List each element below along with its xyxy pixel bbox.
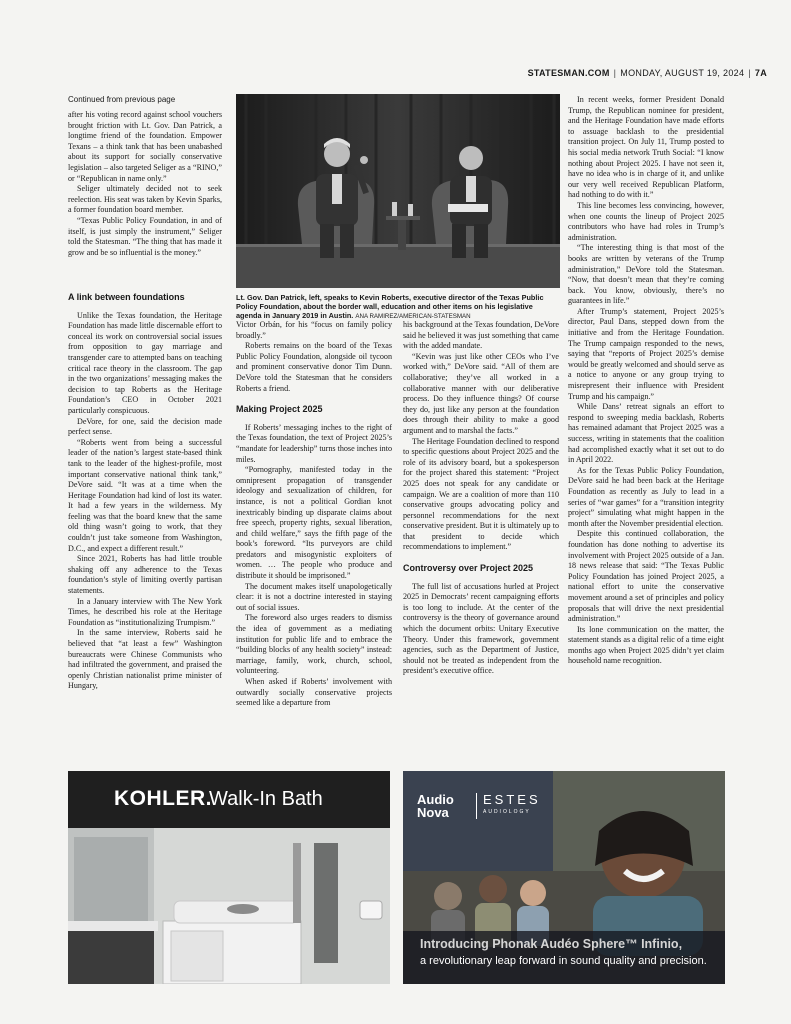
paragraph: If Roberts’ messaging inches to the right of the Texas foundation, the text of Project 2025’s “mandate for leadership” turns those inches into miles. bbox=[236, 422, 392, 464]
paragraph: “Kevin was just like other CEOs who I’ve worked with,” DeVore said. “All of them are collaborative; they’ve all worked in a collaborative manner with our deliberative process. Do they influence things? Of course they do, just like any person at the foundation does through their ability to make a good argument and to marshal the facts.” bbox=[403, 351, 559, 435]
paragraph: In a January interview with The New York Times, he described his role at the Heritage Foundation as “institutionalizing Trumpism.” bbox=[68, 596, 222, 627]
paragraph: Victor Orbán, for his “focus on family policy broadly.” bbox=[236, 320, 392, 340]
paragraph: The document makes itself unapologetically clear: it is not a doctrine interested in staying out of social issues. bbox=[236, 581, 392, 612]
estes-subtitle: AUDIOLOGY bbox=[483, 809, 531, 815]
audio-nova-word-2: Nova bbox=[417, 805, 449, 820]
paragraph: Despite this continued collaboration, the foundation has done nothing to advertise its involvement with Project 2025 outside of a Jan. 18 news release that said: “The Texas Public Policy Foundation has joined Project 2025, a national effort to unite the conservative movement around a set of principles and policy proposals that will drive the next presidential administration.” bbox=[568, 529, 724, 624]
paragraph: When asked if Roberts’ involvement with outwardly socially conservative projects seemed like a departure from bbox=[236, 677, 392, 708]
photo-credit: ANA RAMIREZ/AMERICAN-STATESMAN bbox=[355, 313, 471, 320]
paragraph: Seliger ultimately decided not to seek reelection. His seat was taken by Kevin Sparks, a former foundation board member. bbox=[68, 184, 222, 215]
paragraph: As for the Texas Public Policy Foundation, DeVore said he had been back at the Heritage Foundation as recently as July to lead in a series of “war games” for a “transition integrity project” simulating what might happen in the month after the November presidential election. bbox=[568, 465, 724, 528]
paragraph: his background at the Texas foundation, DeVore said he believed it was just something that came with the added mandate. bbox=[403, 320, 559, 351]
photo-image bbox=[236, 94, 560, 288]
paragraph: In recent weeks, former President Donald Trump, the Republican nominee for president, and the Heritage Foundation have made efforts to assuage backlash to the presidential transition project. On July 11, Trump posted to his social media network Truth Social: “I know nothing about Project 2025. I have not seen it, have no idea who is in charge of it, and unlike our very well received Republican Platform, had nothing to do with it.” bbox=[568, 95, 724, 200]
paragraph: In the same interview, Roberts said he believed that “at least a few” Washington bureaucrats were Chinese Communists who had infiltrated the government, and praised the openly Christian nationalist prime minister of Hungary, bbox=[68, 628, 222, 691]
subheading-making: Making Project 2025 bbox=[236, 404, 323, 415]
paragraph: Unlike the Texas foundation, the Heritage Foundation has made little discernable effort to conceal its work on controversial social issues from opposition to gay marriage and transgender care to attempted bans on teaching critical race theory in the classroom. The gap in the two organizations’ messaging makes the decision to tap Roberts as the Heritage Foundation’s CEO in October 2021 particularly conspicuous. bbox=[68, 310, 222, 415]
kohler-banner bbox=[68, 771, 390, 828]
paragraph: Roberts remains on the board of the Texas Public Policy Foundation, alongside oil tycoon and prominent conservative donor Tim Dunn. DeVore told the Statesman that he considers Roberts a friend. bbox=[236, 341, 392, 393]
continued-note: Continued from previous page bbox=[68, 95, 176, 104]
phonak-headline: Introducing Phonak Audéo Sphere™ Infinio, bbox=[420, 937, 683, 951]
estes-name: ESTES bbox=[483, 792, 541, 807]
paragraph: “Roberts went from being a successful leader of the nation’s largest state-based think tank to the leader of the highest-profile, most important conservative national think tank,” DeVore said. “It was at a time when the Heritage Foundation had kind of lost its water. It had a few years in the wilderness. My feeling was that the board knew that the same old thing wasn’t going to work, that they couldn’t just take someone from Washington, D.C., and expect a different result.” bbox=[68, 437, 222, 553]
photo-caption bbox=[236, 293, 560, 321]
paragraph: “Texas Public Policy Foundation, in and of itself, is just simply the instrument,” Seliger told the Statesman. “The thing that has made it grow and be so influential is the money.” bbox=[68, 215, 222, 257]
kohler-ad[interactable] bbox=[68, 771, 390, 984]
kohler-product-name: Walk-In Bath bbox=[209, 788, 323, 810]
page-header: STATESMAN.COM | MONDAY, AUGUST 19, 2024 | 7A bbox=[527, 68, 767, 78]
article-photo bbox=[236, 94, 560, 288]
paragraph: Its lone communication on the matter, the statement stands as a digital relic of a time eight months ago when Project 2025 didn’t yet claim household name recognition. bbox=[568, 624, 724, 666]
column-1-top bbox=[68, 110, 222, 258]
column-2 bbox=[236, 320, 392, 709]
paragraph: This line becomes less convincing, however, when one counts the lineup of Project 2025 contributors who have had roles in Trump’s administration. bbox=[568, 200, 724, 242]
estes-logo bbox=[476, 793, 541, 819]
paragraph: “The interesting thing is that most of the books are written by veterans of the Trump administration,” DeVore told the Statesman. “Now, that doesn’t mean that they’re coming back. You know, obviously, there’s no guarantees in life.” bbox=[568, 243, 724, 306]
phonak-ad[interactable] bbox=[403, 771, 725, 984]
paragraph: The Heritage Foundation declined to respond to specific questions about Project 2025 and the role of its advisory board, but a spokesperson for the project shared this statement: “Project 2025 does not speak for any candidate or campaign. We are a coalition of more than 110 conservative groups advocating policy and personnel recommendations for the next conservative president. But it is ultimately up to that president to decide which recommendations to implement.” bbox=[403, 436, 559, 552]
issue-date: MONDAY, AUGUST 19, 2024 bbox=[620, 68, 745, 78]
paragraph: “Pornography, manifested today in the omnipresent propagation of transgender ideology and sexualization of children, for instance, is not a political Gordian knot inextricably binding up disparate claims about free speech, property rights, sexual liberation, and child welfare,” says the fifth page of the book’s foreword. “Its purveyors are child predators and misogynistic exploiters of women. … The people who produce and distribute it should be imprisoned.” bbox=[236, 465, 392, 581]
site-name: STATESMAN.COM bbox=[527, 68, 610, 78]
column-3 bbox=[403, 320, 559, 677]
paragraph: after his voting record against school vouchers brought friction with Lt. Gov. Dan Patrick, a longtime friend of the foundation. Empower Texans – a think tank that has been unabashed about its support for socially conservative legislation – also targeted Seliger as a “RINO,” or “Republican in name only.” bbox=[68, 110, 222, 183]
audio-nova-logo bbox=[417, 793, 454, 819]
paragraph: While Dans’ retreat signals an effort to respond to sweeping media backlash, Roberts has remained adamant that Project 2025 was a success, writing in statements that the coalition had accomplished exactly what it set out to do in April 2022. bbox=[568, 402, 724, 465]
kohler-logo: KOHLER. bbox=[114, 787, 212, 810]
column-4 bbox=[568, 95, 724, 667]
column-1-bottom bbox=[68, 292, 222, 692]
paragraph: The full list of accusations hurled at Project 2025 in Democrats’ recent campaigning efforts is too long to include. At the center of the controversy is the theory of governance around which the document orbits: Unitary Executive Theory. Under this framework, government agencies, such as the Department of Justice, should not be treated as independent from the president’s executive office. bbox=[403, 581, 559, 676]
audio-nova-word-1: Audio bbox=[417, 792, 454, 807]
page-number: 7A bbox=[754, 68, 767, 78]
subheading-links: A link between foundations bbox=[68, 292, 185, 302]
paragraph: DeVore, for one, said the decision made perfect sense. bbox=[68, 416, 222, 437]
subheading-controversy: Controversy over Project 2025 bbox=[403, 563, 534, 574]
paragraph: The foreword also urges readers to dismiss the idea of government as a mediating institution for public life and to embrace the “building blocks of any health society” instead: marriage, family, work, church, school, volunteering. bbox=[236, 613, 392, 676]
paragraph: After Trump’s statement, Project 2025’s director, Paul Dans, stepped down from the initiative and from the Heritage Foundation. The Trump campaign responded to the news, saying that “reports of Project 2025’s demise would be greatly welcomed and should serve as a notice to anyone or any group trying to misrepresent their influence with President Trump and his campaign.” bbox=[568, 306, 724, 401]
caption-text: Lt. Gov. Dan Patrick, left, speaks to Kevin Roberts, executive director of the Texas Public Policy Foundation, about the border wall, education and other items on his legislative agenda in January 2019 in Austin. bbox=[236, 293, 544, 320]
paragraph: Since 2021, Roberts has had little trouble shaking off any adherence to the Texas foundation’s style of limiting overtly partisan statements. bbox=[68, 554, 222, 596]
phonak-subline: a revolutionary leap forward in sound quality and precision. bbox=[420, 955, 707, 967]
